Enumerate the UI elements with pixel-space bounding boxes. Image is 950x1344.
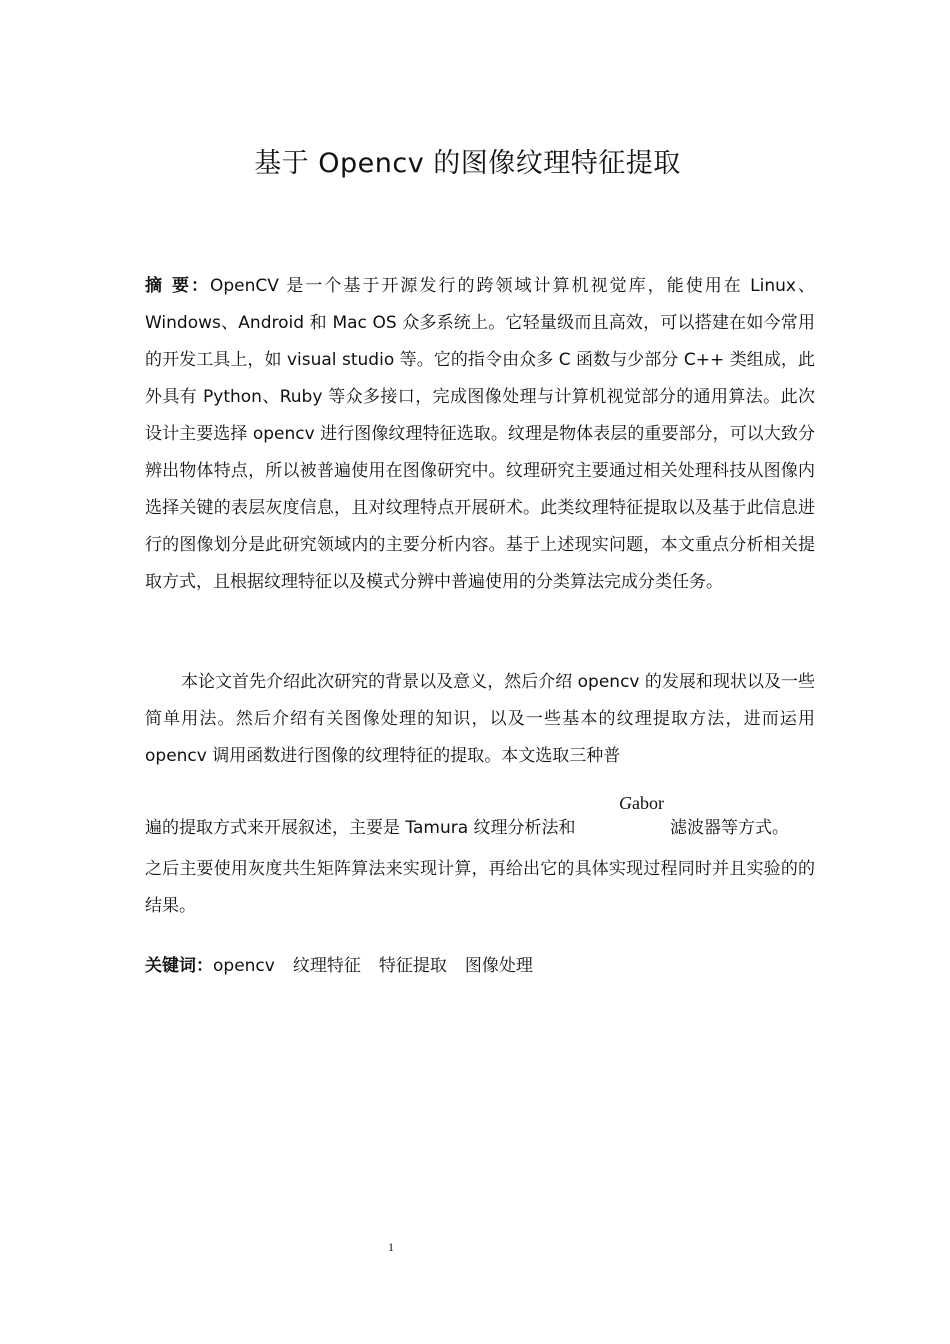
abstract-paragraph [145, 268, 815, 601]
gabor-formula-rest: abor [632, 793, 664, 813]
page-number: 1 [388, 1240, 394, 1254]
keywords-line [145, 948, 551, 985]
gabor-formula-italic: G [619, 793, 632, 813]
formula-line [145, 793, 815, 844]
intro-paragraph-continued: 之后主要使用灰度共生矩阵算法来实现计算，再给出它的具体实现过程同时并且实验的的结果。 [145, 859, 815, 916]
intro-paragraph: 本论文首先介绍此次研究的背景以及意义，然后介绍 opencv 的发展和现状以及一些简单用法。然后介绍有关图像处理的知识，以及一些基本的纹理提取方法，进而运用 opencv 调用函数进行图像的纹理特征的提取。本文选取三种普 [145, 672, 815, 766]
keyword: opencv [213, 956, 275, 976]
formula-line-before: 遍的提取方式来开展叙述，主要是 Tamura 纹理分析法和 [145, 818, 576, 838]
formula-line-after: 滤波器等方式。 [670, 818, 789, 838]
document-title: 基于 Opencv 的图像纹理特征提取 [254, 148, 681, 179]
keyword: 图像处理 [464, 956, 533, 976]
keywords-label: 关键词： [145, 956, 213, 976]
abstract-text: OpenCV 是一个基于开源发行的跨领域计算机视觉库，能使用在 Linux、Windows、Android 和 Mac OS 众多系统上。它轻量级而且高效，可以搭建在如今常用的开发工具上，如 visual studio 等。它的指令由众多 C 函数与少部分 C++ 类组成，此外具有 Python、Ruby 等众多接口，完成图像处理与计算机视觉部分的通用算法。此次设计主要选择 opencv 进行图像纹理特征选取。纹理是物体表层的重要部分，可以大致分辨出物体特点，所以被普遍使用在图像研究中。纹理研究主要通过相关处理科技从图像内选择关键的表层灰度信息，且对纹理特点开展研术。此类纹理特征提取以及基于此信息进行的图像划分是此研究领域内的主要分析内容。基于上述现实问题，本文重点分析相关提取方式，且根据纹理特征以及模式分辨中普遍使用的分类算法完成分类任务。 [145, 276, 816, 592]
gabor-formula [619, 793, 664, 814]
abstract-label: 摘 要： [145, 276, 210, 296]
keyword: 纹理特征 [292, 956, 361, 976]
keyword: 特征提取 [378, 956, 447, 976]
